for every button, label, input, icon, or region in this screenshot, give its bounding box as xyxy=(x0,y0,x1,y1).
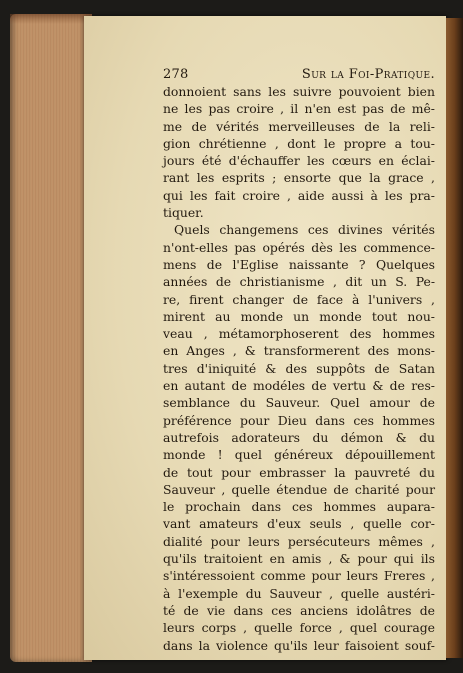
text-line: n'ont-elles pas opérés dès les commence- xyxy=(163,239,435,255)
text-line: rant les esprits ; ensorte que la grace , xyxy=(163,170,435,186)
text-line: leurs corps , quelle force , quel courage xyxy=(163,620,435,636)
text-line: tres d'iniquité & des suppôts de Satan xyxy=(163,360,435,376)
text-line: veau , métamorphoserent des hommes xyxy=(163,326,435,342)
text-line: autrefois adorateurs du démon & du xyxy=(163,429,435,445)
text-line: donnoient sans les suivre pouvoient bien xyxy=(163,84,435,99)
running-header xyxy=(163,66,435,83)
text-line: vant amateurs d'eux seuls , quelle cor- xyxy=(163,516,435,532)
text-line: Sauveur , quelle étendue de charité pour xyxy=(163,481,435,497)
book-page-edges xyxy=(10,14,92,662)
text-line: re, firent changer de face à l'univers , xyxy=(163,291,435,307)
text-line: dialité pour leurs persécuteurs mêmes , xyxy=(163,533,435,549)
text-line: dans la violence qu'ils leur faisoient souf- xyxy=(163,637,435,653)
running-title: Sur la Foi-Pratique. xyxy=(301,67,435,82)
text-line: semblance du Sauveur. Quel amour de xyxy=(163,395,435,411)
text-line: jours été d'échauffer les cœurs en éclai- xyxy=(163,153,435,169)
text-line: qu'ils traitoient en amis , & pour qui ils xyxy=(163,551,435,567)
text-line: ne les pas croire , il n'en est pas de mê- xyxy=(163,101,435,117)
text-line: monde ! quel généreux dépouillement xyxy=(163,447,435,463)
text-line: à l'exemple du Sauveur , quelle austéri- xyxy=(163,585,435,601)
page-number: 278 xyxy=(163,67,189,82)
text-line: le prochain dans ces hommes aupara- xyxy=(163,499,435,515)
text-line: en autant de modéles de vertu & de res- xyxy=(163,378,435,394)
text-line: mens de l'Eglise naissante ? Quelques xyxy=(163,256,435,272)
text-line: en Anges , & transformerent des mons- xyxy=(163,343,435,359)
text-line: mirent au monde un monde tout nou- xyxy=(163,308,435,324)
text-line: préférence pour Dieu dans ces hommes xyxy=(163,412,435,428)
text-line: qui les fait croire , aide aussi à les pra- xyxy=(163,187,435,203)
text-line: gion chrétienne , dont le propre a tou- xyxy=(163,135,435,151)
text-line: me de vérités merveilleuses de la reli- xyxy=(163,118,435,134)
text-line: années de christianisme , dit un S. Pe- xyxy=(163,274,435,290)
book-edge-shadow xyxy=(10,14,92,24)
text-line: s'intéressoient comme pour leurs Freres , xyxy=(163,568,435,584)
book-cover-edge xyxy=(446,18,463,658)
text-line: de tout pour embrasser la pauvreté du xyxy=(163,464,435,480)
paragraph-start-line: Quels changemens ces divines vérités xyxy=(174,222,435,238)
text-line: té de vie dans ces anciens idolâtres de xyxy=(163,602,435,618)
page-text xyxy=(163,66,435,654)
text-line: tiquer. xyxy=(163,205,204,221)
